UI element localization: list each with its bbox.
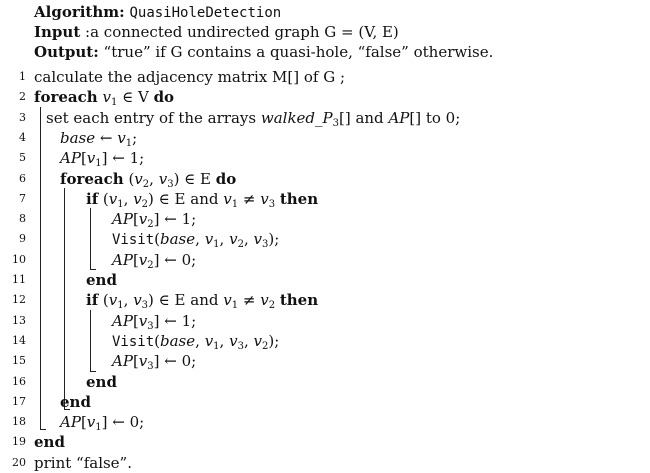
line-number: 9 [19,232,26,246]
code-line [0,290,650,310]
line-number: 1 [19,70,26,83]
line-number: 8 [19,212,26,226]
algorithm-title-row [34,2,493,22]
code-line [0,250,650,270]
line-number: 17 [12,394,26,408]
line-code: Visit(base, $v_1$, $v_2$, $v_3$); [112,230,280,251]
line-code: end [60,392,91,411]
line-number: 14 [12,333,26,347]
code-line [0,67,650,87]
line-code: print “false”. [34,453,132,472]
line-code: base ← $v_1$; [60,128,138,149]
output-label: Output: [34,43,99,61]
line-code: if ($v_1$, $v_2$) ∈ E and $v_1 \ne v_3$ then [86,189,319,210]
line-number: 6 [19,171,26,185]
line-number: 15 [12,354,26,368]
code-line [0,209,650,229]
line-number: 11 [12,273,26,286]
line-code: $AP[v_2]$ ← 1; [112,210,197,231]
code-line [0,87,650,107]
line-code: if ($v_1$, $v_3$) ∈ E and $v_1 \ne v_2$ then [86,291,319,312]
algorithm-name: QuasiHoleDetection [129,5,282,21]
line-code: $AP[v_1]$ ← 1; [60,149,145,170]
input-label: Input [34,23,81,41]
code-line [0,128,650,148]
line-number: 2 [19,90,26,104]
line-number: 7 [19,191,26,205]
line-code: end [86,372,117,391]
algorithm-header [34,2,493,62]
line-code: foreach ($v_2$, $v_3$) ∈ E do [60,169,237,190]
code-line [0,432,650,452]
output-text: “true” if G contains a quasi-hole, “false” otherwise. [103,43,494,61]
algorithm-label: Algorithm: [34,3,125,21]
line-code: $AP[v_3]$ ← 1; [112,311,197,332]
line-number: 3 [19,110,26,124]
input-text: :a connected undirected graph G = (V, E) [85,23,399,41]
line-code: end [34,433,65,452]
line-code: set each entry of the arrays $walked\_P_3[]$ and AP[] to 0; [46,108,461,129]
code-line [0,148,650,168]
line-number: 4 [19,130,26,144]
line-code: foreach $v_1$ ∈ V do [34,88,175,109]
line-number: 13 [12,313,26,327]
code-line [0,453,650,473]
line-number: 19 [12,435,26,449]
code-line [0,189,650,209]
line-number: 18 [12,415,26,429]
code-line [0,108,650,128]
line-number: 20 [12,455,26,469]
code-line [0,229,650,249]
code-line [0,270,650,290]
code-line [0,412,650,432]
code-line [0,331,650,351]
code-line [0,392,650,412]
line-code: Visit(base, $v_1$, $v_3$, $v_2$); [112,331,280,352]
line-number: 10 [12,252,26,266]
code-line [0,372,650,392]
line-code: $AP[v_2]$ ← 0; [112,250,197,271]
line-number: 16 [12,374,26,388]
line-number: 5 [19,151,26,165]
line-code: $AP[v_1]$ ← 0; [60,413,145,434]
line-number: 12 [12,293,26,307]
code-line [0,351,650,371]
line-code: end [86,271,117,289]
input-row [34,22,493,42]
output-row [34,42,493,62]
code-line [0,311,650,331]
line-code: $AP[v_3]$ ← 0; [112,352,197,373]
code-line [0,169,650,189]
line-code: calculate the adjacency matrix M[] of G ; [34,68,346,86]
